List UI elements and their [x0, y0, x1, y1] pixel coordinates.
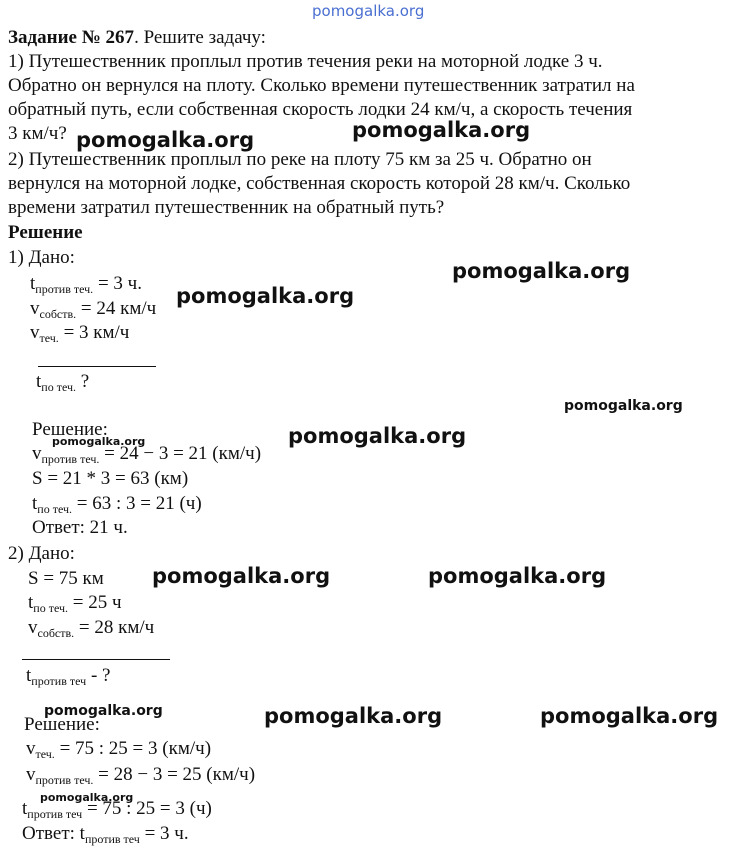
part1-step3: $t_{по теч.} = 63$ : 3 = 21 (ч) [32, 493, 202, 516]
part2-v-own: $v_{собств.} = 28$ км/ч [28, 617, 155, 640]
part1-answer: Ответ: 21 ч. [32, 517, 128, 538]
part1-step2: S = 21 * 3 = 63 (км) [32, 468, 189, 489]
watermark: pomogalka.org [52, 435, 146, 448]
watermark: pomogalka.org [152, 564, 331, 588]
watermark: pomogalka.org [452, 259, 631, 283]
watermark: pomogalka.org [288, 424, 467, 448]
problem2-line-3: времени затратил путешественник на обратный путь? [8, 197, 445, 218]
part2-step3: $t_{против теч} = 75$ : 25 = 3 (ч) [22, 798, 212, 821]
part2-divider [22, 659, 170, 660]
part2-given-label: 2) Дано: [8, 543, 75, 564]
part1-given-label: 1) Дано: [8, 247, 75, 268]
watermark: pomogalka.org [540, 704, 719, 728]
part2-step1: $v_{теч.} = 75$ : 25 = 3 (км/ч) [26, 738, 212, 761]
watermark: pomogalka.org [264, 704, 443, 728]
part2-solution-label: Решение: [24, 714, 100, 735]
problem1-line-3: обратный путь, если собственная скорость лодки 24 км/ч, а скорость течения [8, 99, 633, 120]
part2-answer: Ответ: $t_{против теч} = 3$ ч. [22, 823, 189, 846]
watermark: pomogalka.org [428, 564, 607, 588]
watermark: pomogalka.org [40, 791, 134, 804]
part1-t-against: $t_{против теч.} = 3$ ч. [30, 273, 142, 296]
part2-step2: $v_{против теч.} = 28 - 3 = 25$ (км/ч) [26, 764, 256, 787]
part1-v-own: $v_{собств.} = 24$ км/ч [30, 298, 157, 321]
problem2-line-2: вернулся на моторной лодке, собственная скорость которой 28 км/ч. Сколько [8, 173, 631, 194]
problem2-line-1: 2) Путешественник проплыл по реке на плоту 75 км за 25 ч. Обратно он [8, 149, 592, 170]
header-watermark: pomogalka.org [312, 2, 425, 20]
watermark: pomogalka.org [176, 284, 355, 308]
part2-s: S = 75 км [28, 568, 104, 589]
part2-find: $t_{против теч}$ - ? [26, 665, 111, 688]
task-label: Задание № 267 [8, 27, 135, 48]
watermark: pomogalka.org [76, 128, 255, 152]
part1-step1: $v_{против теч.} = 24 - 3 = 21$ (км/ч) [32, 443, 262, 466]
problem1-line-2: Обратно он вернулся на плоту. Сколько времени путешественник затратил на [8, 75, 635, 96]
watermark: pomogalka.org [352, 118, 531, 142]
part1-find: $t_{по теч.}$ ? [36, 371, 90, 394]
part1-v-current: $v_{теч.} = 3$ км/ч [30, 322, 130, 345]
task-instruction: . Решите задачу: [134, 27, 266, 48]
problem1-line-1: 1) Путешественник проплыл против течения реки на моторной лодке 3 ч. [8, 51, 603, 72]
part2-t-with: $t_{по теч.} = 25$ ч [28, 592, 122, 615]
watermark: pomogalka.org [564, 398, 683, 414]
part1-solution-label: Решение: [32, 419, 108, 440]
watermark: pomogalka.org [44, 703, 163, 719]
task-title-line [8, 26, 266, 50]
problem1-line-4: 3 км/ч? [8, 123, 67, 144]
part1-divider [38, 366, 156, 367]
solution-heading: Решение [8, 222, 83, 243]
